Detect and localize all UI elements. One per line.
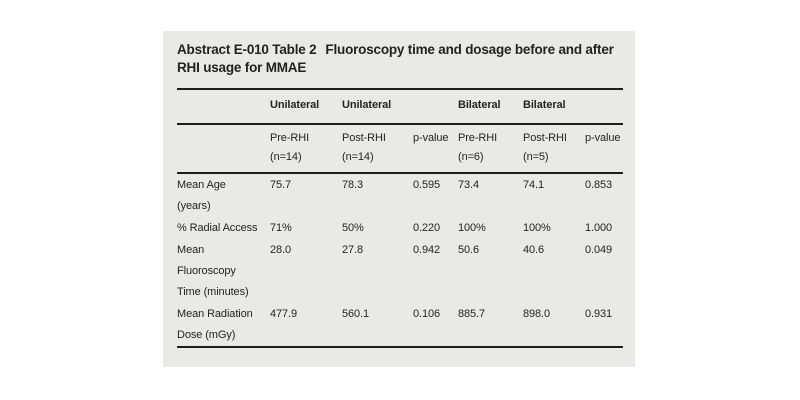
value-cell: 71%	[270, 222, 292, 234]
value-cell: 74.1	[523, 179, 545, 191]
table-title-label: Abstract E-010 Table 2	[177, 42, 317, 57]
column-header-row	[177, 125, 623, 172]
value-cell: 0.853	[585, 179, 613, 191]
value-cell: 0.931	[585, 308, 613, 320]
group-header-cell: Bilateral	[523, 99, 566, 111]
value-cell: 27.8	[342, 244, 364, 256]
table-region	[177, 88, 623, 348]
value-cell: 100%	[458, 222, 486, 234]
abstract-table-panel	[163, 31, 635, 367]
value-cell: 28.0	[270, 244, 292, 256]
row-label-spacer	[177, 129, 270, 172]
column-header-cell: Pre-RHI (n=6)	[458, 132, 498, 163]
value-cell: 0.595	[413, 179, 441, 191]
table-title-caption: Fluoroscopy time and dosage before and after RHI usage for MMAE	[177, 42, 614, 75]
value-cell: 0.942	[413, 244, 441, 256]
group-header-cell	[585, 90, 623, 123]
bottom-rule	[177, 346, 623, 348]
value-cell: 1.000	[585, 222, 613, 234]
value-cell: 40.6	[523, 244, 545, 256]
value-cell: 560.1	[342, 308, 370, 320]
row-label-spacer	[177, 90, 270, 123]
value-cell: 885.7	[458, 308, 486, 320]
value-cell: 0.220	[413, 222, 441, 234]
value-cell: 0.106	[413, 308, 441, 320]
value-cell: 73.4	[458, 179, 480, 191]
group-header-cell	[413, 90, 458, 123]
group-header-row	[177, 90, 623, 123]
column-header-cell: Post-RHI (n=14)	[342, 132, 386, 163]
group-header-cell: Unilateral	[270, 99, 320, 111]
column-header-cell: Pre-RHI (n=14)	[270, 132, 310, 163]
value-cell: 75.7	[270, 179, 292, 191]
value-cell: 78.3	[342, 179, 364, 191]
value-cell: 50%	[342, 222, 364, 234]
value-cell: 898.0	[523, 308, 551, 320]
column-header-cell: Post-RHI (n=5)	[523, 132, 567, 163]
table-row	[177, 174, 623, 217]
value-cell: 50.6	[458, 244, 480, 256]
row-label: Mean Fluoroscopy Time (minutes)	[177, 244, 249, 298]
table-row	[177, 303, 623, 346]
column-header-cell: p-value	[413, 132, 449, 144]
value-cell: 100%	[523, 222, 551, 234]
table-title	[177, 41, 623, 76]
table-row	[177, 239, 623, 303]
column-header-cell: p-value	[585, 132, 621, 144]
value-cell: 477.9	[270, 308, 298, 320]
row-label: Mean Radiation Dose (mGy)	[177, 308, 253, 341]
table-row	[177, 217, 623, 239]
group-header-cell: Unilateral	[342, 99, 392, 111]
value-cell: 0.049	[585, 244, 613, 256]
row-label: Mean Age (years)	[177, 179, 226, 212]
group-header-cell: Bilateral	[458, 99, 501, 111]
row-label: % Radial Access	[177, 222, 258, 234]
